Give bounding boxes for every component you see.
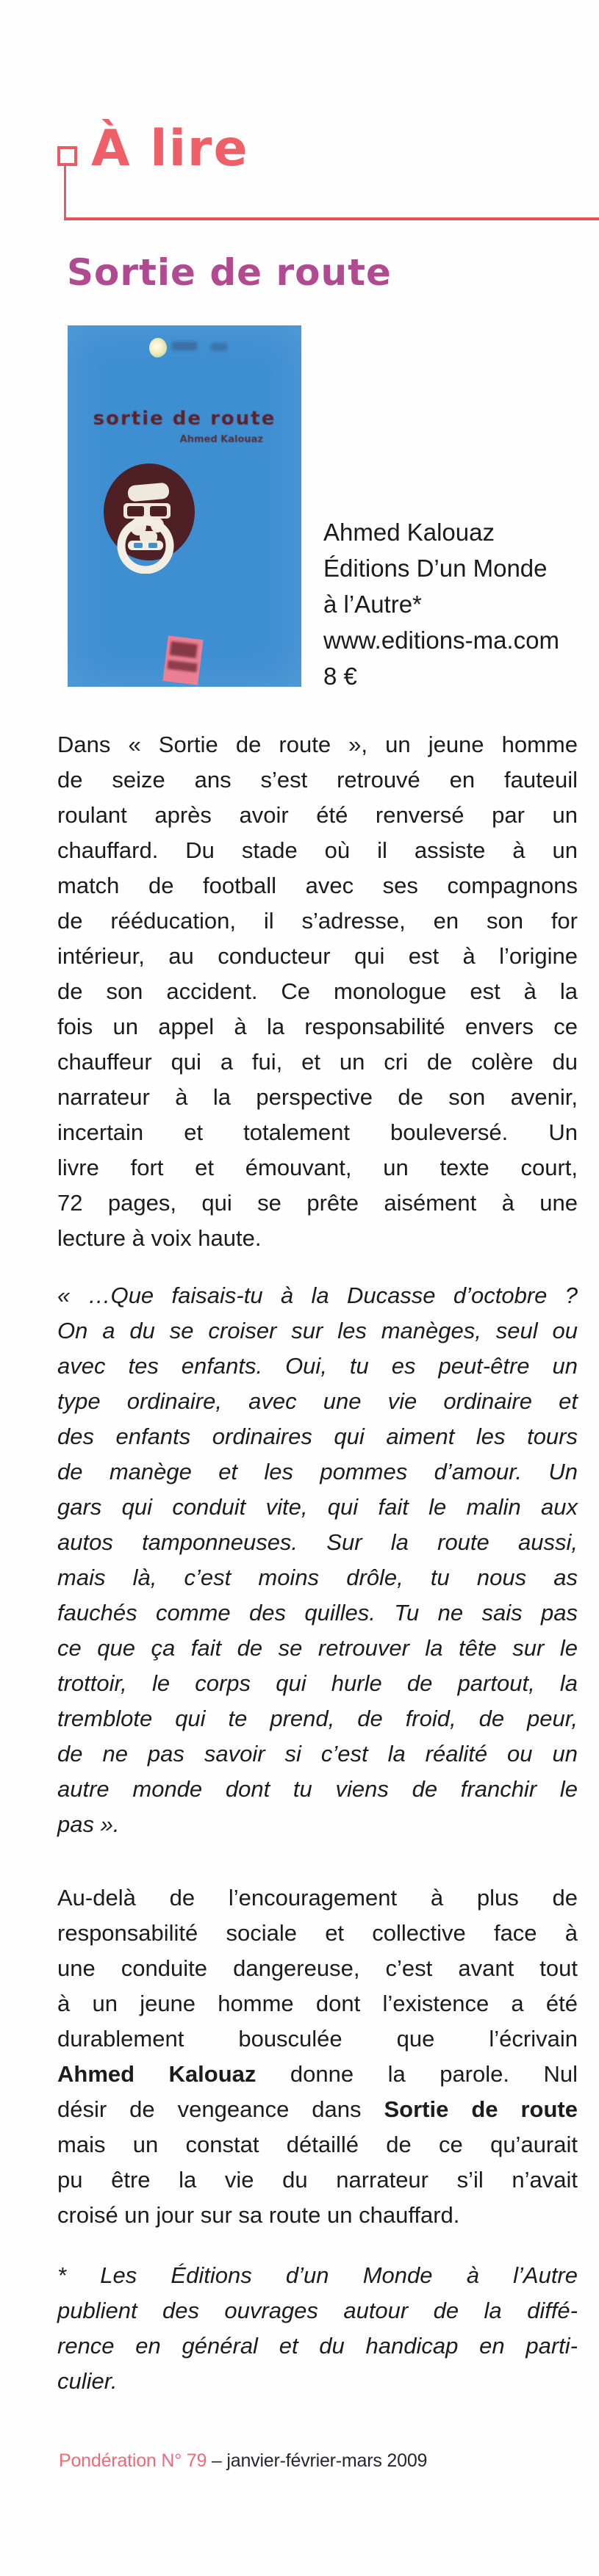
text-line: intérieur, au conducteur qui est à l’origine [57, 943, 578, 969]
text-line: rence en général et du handicap en parti- [57, 2333, 578, 2359]
text-line: chauffard. Du stade où il assiste à un [57, 837, 578, 863]
paragraph [57, 1278, 578, 1842]
text-line: fois un appel à la responsabilité envers ce [57, 1014, 578, 1039]
text-line: * Les Éditions d’un Monde à l’Autre [57, 2262, 578, 2288]
text-line: mais là, c’est moins drôle, tu nous as [57, 1565, 578, 1590]
text-line: narrateur à la perspective de son avenir, [57, 1084, 578, 1110]
cover-illustration-face-and-steering-wheel [96, 463, 206, 574]
stamp-marking [167, 660, 197, 673]
text-line: gars qui conduit vite, qui fait le malin aux [57, 1494, 578, 1520]
text-line: culier. [57, 2368, 118, 2394]
text-line: durablement bousculée que l’écrivain [57, 2026, 578, 2052]
text-line: 72 pages, qui se prête aisément à une [57, 1190, 578, 1216]
text-line: « …Que faisais-tu à la Ducasse d’octobre ? [57, 1282, 578, 1308]
text-line: On a du se croiser sur les manèges, seul ou [57, 1318, 578, 1343]
text-line: incertain et totalement bouleversé. Un [57, 1119, 578, 1145]
text-line: autre monde dont tu viens de franchir le [57, 1776, 578, 1802]
text-line: mais un constat détaillé de ce qu’aurait [57, 2132, 578, 2157]
section-label: À lire [91, 120, 249, 178]
text-line: chauffeur qui a fui, et un cri de colère du [57, 1049, 578, 1075]
stamp-marking [170, 641, 198, 658]
text-line: des enfants ordinaires qui aiment les tours [57, 1424, 578, 1449]
article-body [57, 727, 578, 2399]
text-line: tremblote qui te prend, de froid, de peur, [57, 1706, 578, 1731]
text-line: livre fort et émouvant, un texte court, [57, 1155, 578, 1180]
text-line: de son accident. Ce monologue est à la [57, 978, 578, 1004]
text-line: roulant après avoir été renversé par un [57, 802, 578, 828]
paragraph [57, 1880, 578, 2233]
publisher-logo [149, 338, 167, 358]
text-line: trottoir, le corps qui hurle de partout, la [57, 1670, 578, 1696]
article-title: Sortie de route [67, 251, 392, 294]
header-vertical-line [64, 164, 66, 220]
publisher-logo-text [172, 342, 197, 350]
book-info-publisher-line2: à l’Autre* [323, 591, 422, 618]
text-line: avec tes enfants. Oui, tu es peut-être un [57, 1353, 578, 1379]
text-line: Ahmed Kalouaz donne la parole. Nul [57, 2061, 578, 2087]
footer-magazine-name: Pondération N° 79 [59, 2450, 207, 2471]
book-info-author: Ahmed Kalouaz [323, 519, 495, 546]
cover-author-name: Ahmed Kalouaz [179, 434, 263, 445]
book-info-block [323, 514, 559, 694]
text-line: Au-delà de l’encouragement à plus de [57, 1885, 578, 1911]
text-line: une conduite dangereuse, c’est avant tout [57, 1955, 578, 1981]
text-line: lecture à voix haute. [57, 1225, 262, 1251]
text-line: à un jeune homme dont l’existence a été [57, 1991, 578, 2016]
book-info-website: www.editions-ma.com [323, 627, 559, 654]
book-info-price: 8 € [323, 663, 357, 690]
publisher-logo-text [211, 343, 227, 351]
text-line: de ne pas savoir si c’est la réalité ou un [57, 1741, 578, 1767]
text-line: pas ». [57, 1811, 120, 1837]
text-line: croisé un jour sur sa route un chauffard. [57, 2202, 460, 2228]
text-line: match de football avec ses compagnons [57, 873, 578, 898]
cover-book-title: sortie de route [93, 408, 276, 430]
text-line: Dans « Sortie de route », un jeune homme [57, 732, 578, 757]
text-line: pu être la vie du narrateur s’il n’avait [57, 2167, 578, 2193]
text-line: autos tamponneuses. Sur la route aussi, [57, 1529, 578, 1555]
book-info-publisher-line1: Éditions D’un Monde [323, 555, 548, 582]
text-line: de rééducation, il s’adresse, en son for [57, 908, 578, 934]
text-line: désir de vengeance dans Sortie de route [57, 2096, 578, 2122]
header-square-bullet [57, 146, 77, 166]
text-line: de seize ans s’est retrouvé en fauteuil [57, 767, 578, 793]
text-line: responsabilité sociale et collective face à [57, 1920, 578, 1946]
paragraph [57, 2258, 578, 2399]
book-cover [68, 325, 301, 687]
footer-issue-date: – janvier-février-mars 2009 [207, 2450, 428, 2471]
page-footer [59, 2450, 427, 2472]
text-line: publient des ouvrages autour de la diffé- [57, 2298, 578, 2323]
header-rule [64, 217, 599, 220]
cover-price-stamp [162, 635, 203, 685]
text-line: type ordinaire, avec une vie ordinaire et [57, 1388, 578, 1414]
paragraph [57, 727, 578, 1256]
text-line: fauchés comme des quilles. Tu ne sais pas [57, 1600, 578, 1626]
text-line: de manège et les pommes d’amour. Un [57, 1459, 578, 1484]
text-line: ce que ça fait de se retrouver la tête sur le [57, 1635, 578, 1661]
